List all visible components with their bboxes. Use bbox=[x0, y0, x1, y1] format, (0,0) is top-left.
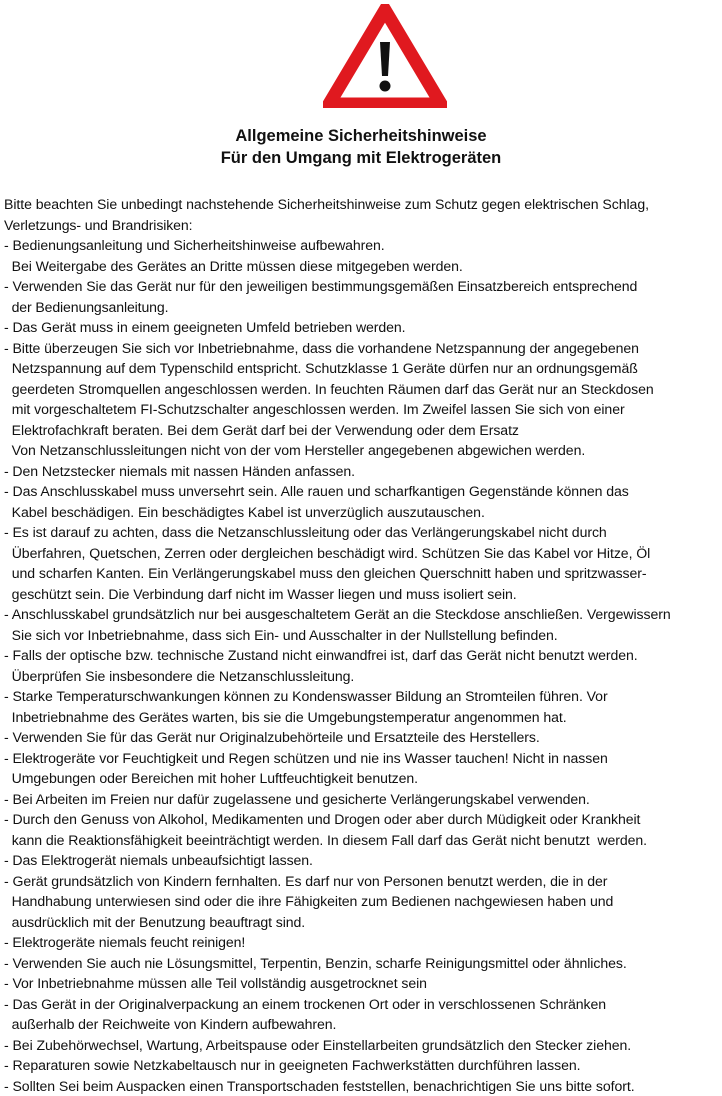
text-line: Elektrofachkraft beraten. Bei dem Gerät darf bei der Verwendung oder dem Ersatz bbox=[4, 420, 720, 441]
title-line-1: Allgemeine Sicherheitshinweise bbox=[0, 125, 722, 147]
text-line: - Das Anschlusskabel muss unversehrt sein. Alle rauen und scharfkantigen Gegenstände können das bbox=[4, 481, 720, 502]
text-line: Inbetriebnahme des Gerätes warten, bis sie die Umgebungstemperatur angenommen hat. bbox=[4, 707, 720, 728]
text-line: - Verwenden Sie das Gerät nur für den jeweiligen bestimmungsgemäßen Einsatzbereich entsprechend bbox=[4, 276, 720, 297]
text-line: - Das Elektrogerät niemals unbeaufsichtigt lassen. bbox=[4, 850, 720, 871]
text-line: - Falls der optische bzw. technische Zustand nicht einwandfrei ist, darf das Gerät nicht benutzt werden. bbox=[4, 645, 720, 666]
text-line: - Es ist darauf zu achten, dass die Netzanschlussleitung oder das Verlängerungskabel nicht durch bbox=[4, 522, 720, 543]
text-line: - Vor Inbetriebnahme müssen alle Teil vollständig ausgetrocknet sein bbox=[4, 973, 720, 994]
text-line: - Den Netzstecker niemals mit nassen Händen anfassen. bbox=[4, 461, 720, 482]
title-line-2: Für den Umgang mit Elektrogeräten bbox=[0, 147, 722, 169]
text-line: - Bei Zubehörwechsel, Wartung, Arbeitspause oder Einstellarbeiten grundsätzlich den Stecker ziehen. bbox=[4, 1035, 720, 1056]
text-line: - Durch den Genuss von Alkohol, Medikamenten und Drogen oder aber durch Müdigkeit oder Krankheit bbox=[4, 809, 720, 830]
text-line: und scharfen Kanten. Ein Verlängerungskabel muss den gleichen Querschnitt haben und spritzwasser- bbox=[4, 563, 720, 584]
text-line: Bei Weitergabe des Gerätes an Dritte müssen diese mitgegeben werden. bbox=[4, 256, 720, 277]
text-line: - Verwenden Sie für das Gerät nur Originalzubehörteile und Ersatzteile des Herstellers. bbox=[4, 727, 720, 748]
text-line: Netzspannung auf dem Typenschild entspricht. Schutzklasse 1 Geräte dürfen nur an ordnungsgemäß bbox=[4, 358, 720, 379]
text-line: - Das Gerät muss in einem geeigneten Umfeld betrieben werden. bbox=[4, 317, 720, 338]
text-line: Handhabung unterwiesen sind oder die ihre Fähigkeiten zum Bedienen nachgewiesen haben und bbox=[4, 891, 720, 912]
text-line: ausdrücklich mit der Benutzung beauftragt sind. bbox=[4, 912, 720, 933]
text-line: Überprüfen Sie insbesondere die Netzanschlussleitung. bbox=[4, 666, 720, 687]
text-line: - Verwenden Sie auch nie Lösungsmittel, Terpentin, Benzin, scharfe Reinigungsmittel oder ähnliches. bbox=[4, 953, 720, 974]
text-line: - Sollten Sei beim Auspacken einen Transportschaden feststellen, benachrichtigen Sie uns bitte sofort. bbox=[4, 1076, 720, 1096]
text-line: - Starke Temperaturschwankungen können zu Kondenswasser Bildung an Stromteilen führen. Vor bbox=[4, 686, 720, 707]
text-line: Kabel beschädigen. Ein beschädigtes Kabel ist unverzüglich auszutauschen. bbox=[4, 502, 720, 523]
text-line: Umgebungen oder Bereichen mit hoher Luftfeuchtigkeit benutzen. bbox=[4, 768, 720, 789]
text-line: - Bitte überzeugen Sie sich vor Inbetriebnahme, dass die vorhandene Netzspannung der angegebenen bbox=[4, 338, 720, 359]
text-line: kann die Reaktionsfähigkeit beeinträchtigt werden. In diesem Fall darf das Gerät nicht benutzt werden. bbox=[4, 830, 720, 851]
text-line: Überfahren, Quetschen, Zerren oder dergleichen beschädigt wird. Schützen Sie das Kabel vor Hitze, Öl bbox=[4, 543, 720, 564]
safety-instructions-text bbox=[4, 194, 720, 1096]
text-line: der Bedienungsanleitung. bbox=[4, 297, 720, 318]
text-line: - Reparaturen sowie Netzkabeltausch nur in geeigneten Fachwerkstätten durchführen lassen. bbox=[4, 1055, 720, 1076]
text-line: Sie sich vor Inbetriebnahme, dass sich Ein- und Ausschalter in der Nullstellung befinden. bbox=[4, 625, 720, 646]
text-line: außerhalb der Reichweite von Kindern aufbewahren. bbox=[4, 1014, 720, 1035]
text-line: Bitte beachten Sie unbedingt nachstehende Sicherheitshinweise zum Schutz gegen elektrischen Schlag, bbox=[4, 194, 720, 215]
text-line: mit vorgeschaltetem FI-Schutzschalter angeschlossen werden. Im Zweifel lassen Sie sich von einer bbox=[4, 399, 720, 420]
text-line: - Elektrogeräte vor Feuchtigkeit und Regen schützen und nie ins Wasser tauchen! Nicht in nassen bbox=[4, 748, 720, 769]
text-line: - Bedienungsanleitung und Sicherheitshinweise aufbewahren. bbox=[4, 235, 720, 256]
text-line: - Anschlusskabel grundsätzlich nur bei ausgeschaltetem Gerät an die Steckdose anschließen. Vergewissern bbox=[4, 604, 720, 625]
text-line: geerdeten Stromquellen angeschlossen werden. In feuchten Räumen darf das Gerät nur an Steckdosen bbox=[4, 379, 720, 400]
text-line: - Gerät grundsätzlich von Kindern fernhalten. Es darf nur von Personen benutzt werden, die in der bbox=[4, 871, 720, 892]
text-line: geschützt sein. Die Verbindung darf nicht im Wasser liegen und muss isoliert sein. bbox=[4, 584, 720, 605]
text-line: - Das Gerät in der Originalverpackung an einem trockenen Ort oder in verschlossenen Schränken bbox=[4, 994, 720, 1015]
warning-triangle-icon bbox=[323, 4, 447, 108]
text-line: - Elektrogeräte niemals feucht reinigen! bbox=[4, 932, 720, 953]
text-line: Verletzungs- und Brandrisiken: bbox=[4, 215, 720, 236]
text-line: Von Netzanschlussleitungen nicht von der vom Hersteller angegebenen abgewichen werden. bbox=[4, 440, 720, 461]
document-title bbox=[0, 125, 722, 169]
text-line: - Bei Arbeiten im Freien nur dafür zugelassene und gesicherte Verlängerungskabel verwenden. bbox=[4, 789, 720, 810]
